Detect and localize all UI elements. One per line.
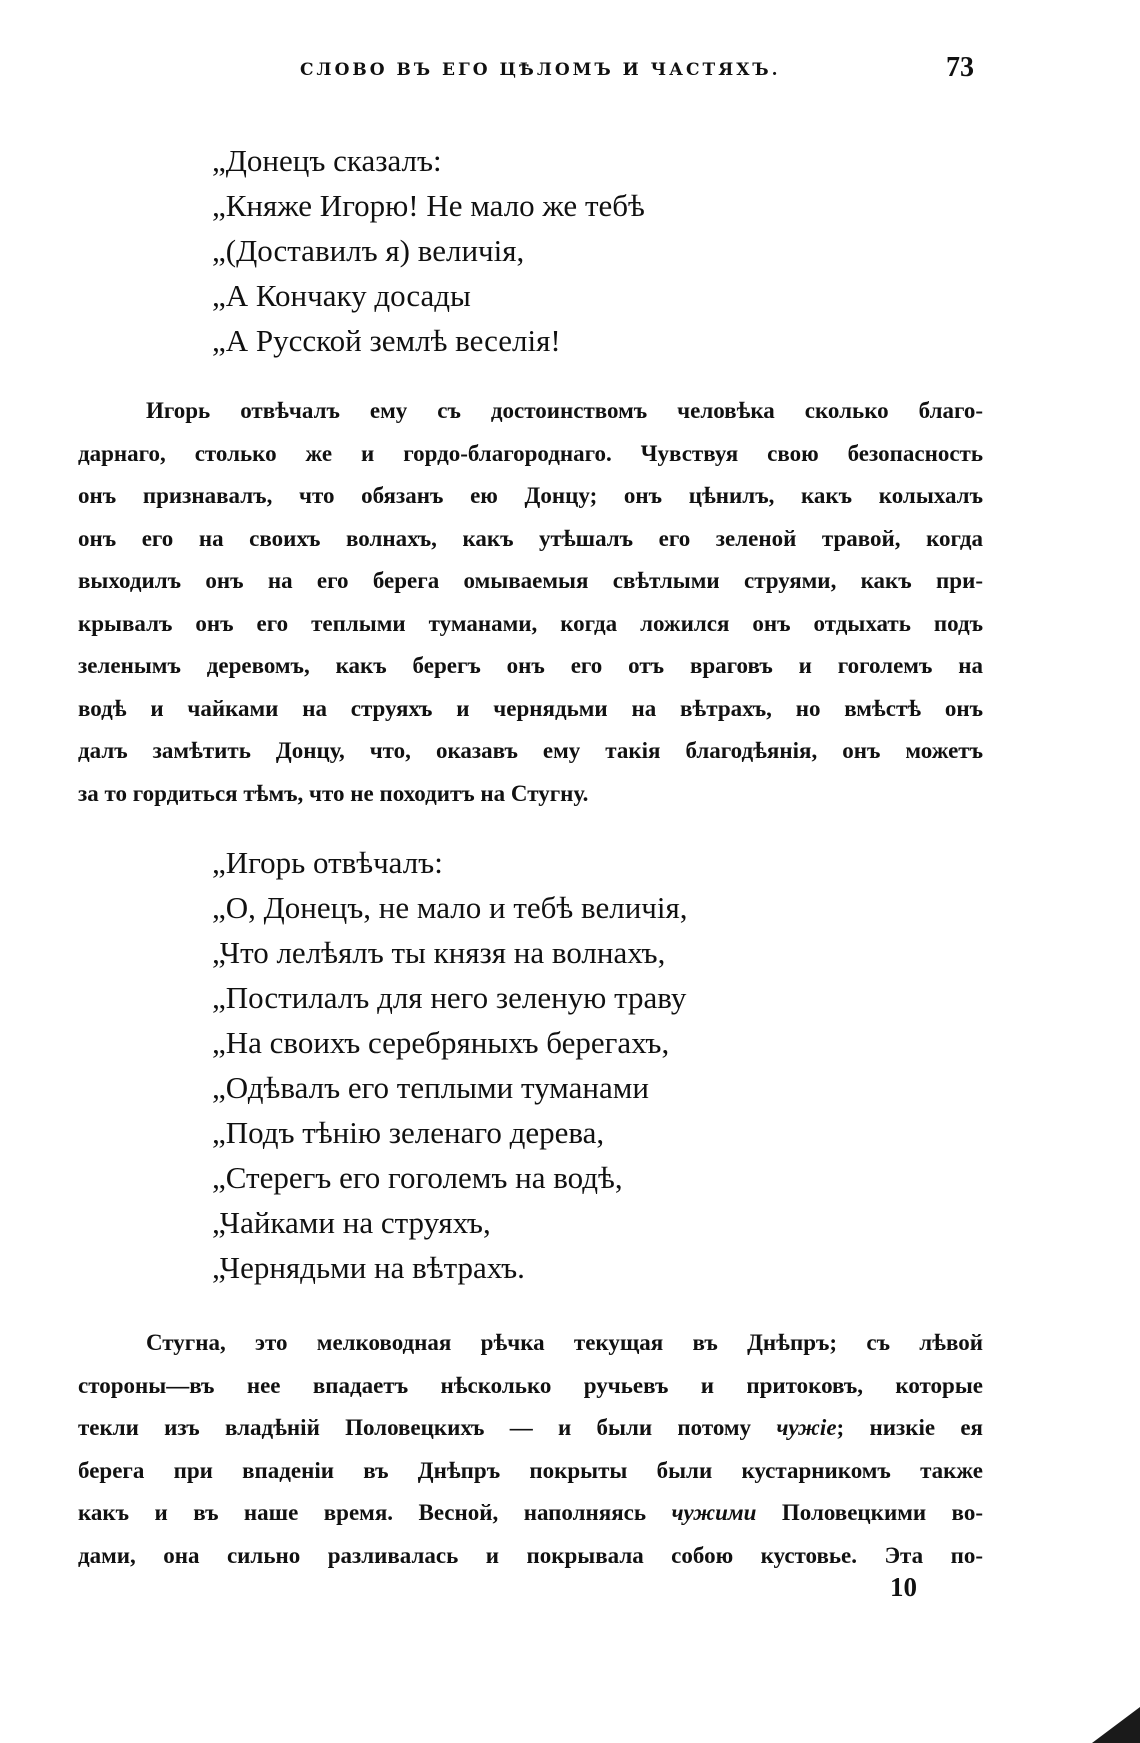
verse-line: „Что лелѣялъ ты князя на волнахъ, [212,935,666,970]
prose-line: онъ признавалъ, что обязанъ ею Донцу; онъ цѣнилъ, какъ колыхалъ [78,483,983,508]
emphasized-word: чужими [671,1500,757,1525]
verse-line: „А Кончаку досады [212,278,471,313]
verse-line: „О, Донецъ, не мало и тебѣ величія, [212,890,688,925]
prose-line: выходилъ онъ на его берега омываемыя свѣтлыми струями, какъ при- [78,568,983,593]
prose-line: далъ замѣтить Донцу, что, оказавъ ему такія благодѣянія, онъ можетъ [78,738,983,763]
page-number: 73 [946,52,974,83]
prose-line: онъ его на своихъ волнахъ, какъ утѣшалъ его зеленой травой, когда [78,525,983,551]
prose-line [78,1407,983,1450]
verse-line: „На своихъ серебряныхъ берегахъ, [212,1025,670,1060]
verse-line: „Чайками на струяхъ, [212,1205,491,1240]
prose-line: берега при впаденіи въ Днѣпръ покрыты были кустарникомъ также [78,1457,983,1483]
verse-line: „Игорь отвѣчалъ: [212,845,443,880]
paragraph-stugna [78,1322,983,1577]
scan-corner-mark [1092,1707,1140,1743]
verse-block-igor [212,840,688,1290]
prose-line: за то гордиться тѣмъ, что не походитъ на Стугну. [78,780,589,806]
verse-line: „А Русской землѣ веселія! [212,323,561,358]
verse-line: „Подъ тѣнію зеленаго дерева, [212,1115,605,1150]
prose-line: стороны—въ нее впадаетъ нѣсколько ручьевъ и притоковъ, которые [78,1372,983,1398]
prose-text: текли изъ владѣній Половецкихъ — и были потому [78,1415,777,1440]
verse-line: „Княже Игорю! Не мало же тебѣ [212,188,645,223]
verse-line: „Чернядьми на вѣтрахъ. [212,1250,525,1285]
prose-line: зеленымъ деревомъ, какъ берегъ онъ его отъ враговъ и гоголемъ на [78,653,983,678]
prose-line: Игорь отвѣчалъ ему съ достоинствомъ человѣка сколько благо- [146,398,983,423]
prose-text: какъ и въ наше время. Весной, наполняясь [78,1500,672,1525]
verse-line: „Стерегъ его гоголемъ на водѣ, [212,1160,623,1195]
prose-line: крывалъ онъ его теплыми туманами, когда ложился онъ отдыхать подъ [78,610,983,636]
prose-text: Половецкими во- [756,1500,983,1525]
verse-line: „Одѣвалъ его теплыми туманами [212,1070,649,1105]
prose-line [78,1492,983,1535]
running-head: СЛОВО ВЪ ЕГО ЦѢЛОМЪ И ЧАСТЯХЪ. [300,60,781,80]
verse-line: „Донецъ сказалъ: [212,143,442,178]
signature-mark: 10 [890,1572,917,1602]
verse-line: „(Доставилъ я) величія, [212,233,525,268]
prose-line: дами, она сильно разливалась и покрывала собою кустовье. Эта по- [78,1542,983,1568]
verse-block-donets [212,138,645,363]
prose-line: водѣ и чайками на струяхъ и чернядьми на вѣтрахъ, но вмѣстѣ онъ [78,695,983,721]
verse-line: „Постилалъ для него зеленую траву [212,980,687,1015]
emphasized-word: чужіе [776,1415,837,1440]
prose-line: дарнаго, столько же и гордо-благороднаго. Чувствуя свою безопасность [78,440,983,466]
paragraph-igor-reply [78,390,983,815]
prose-line: Стугна, это мелководная рѣчка текущая въ Днѣпръ; съ лѣвой [146,1330,983,1355]
prose-text: ; низкіе ея [836,1415,983,1440]
